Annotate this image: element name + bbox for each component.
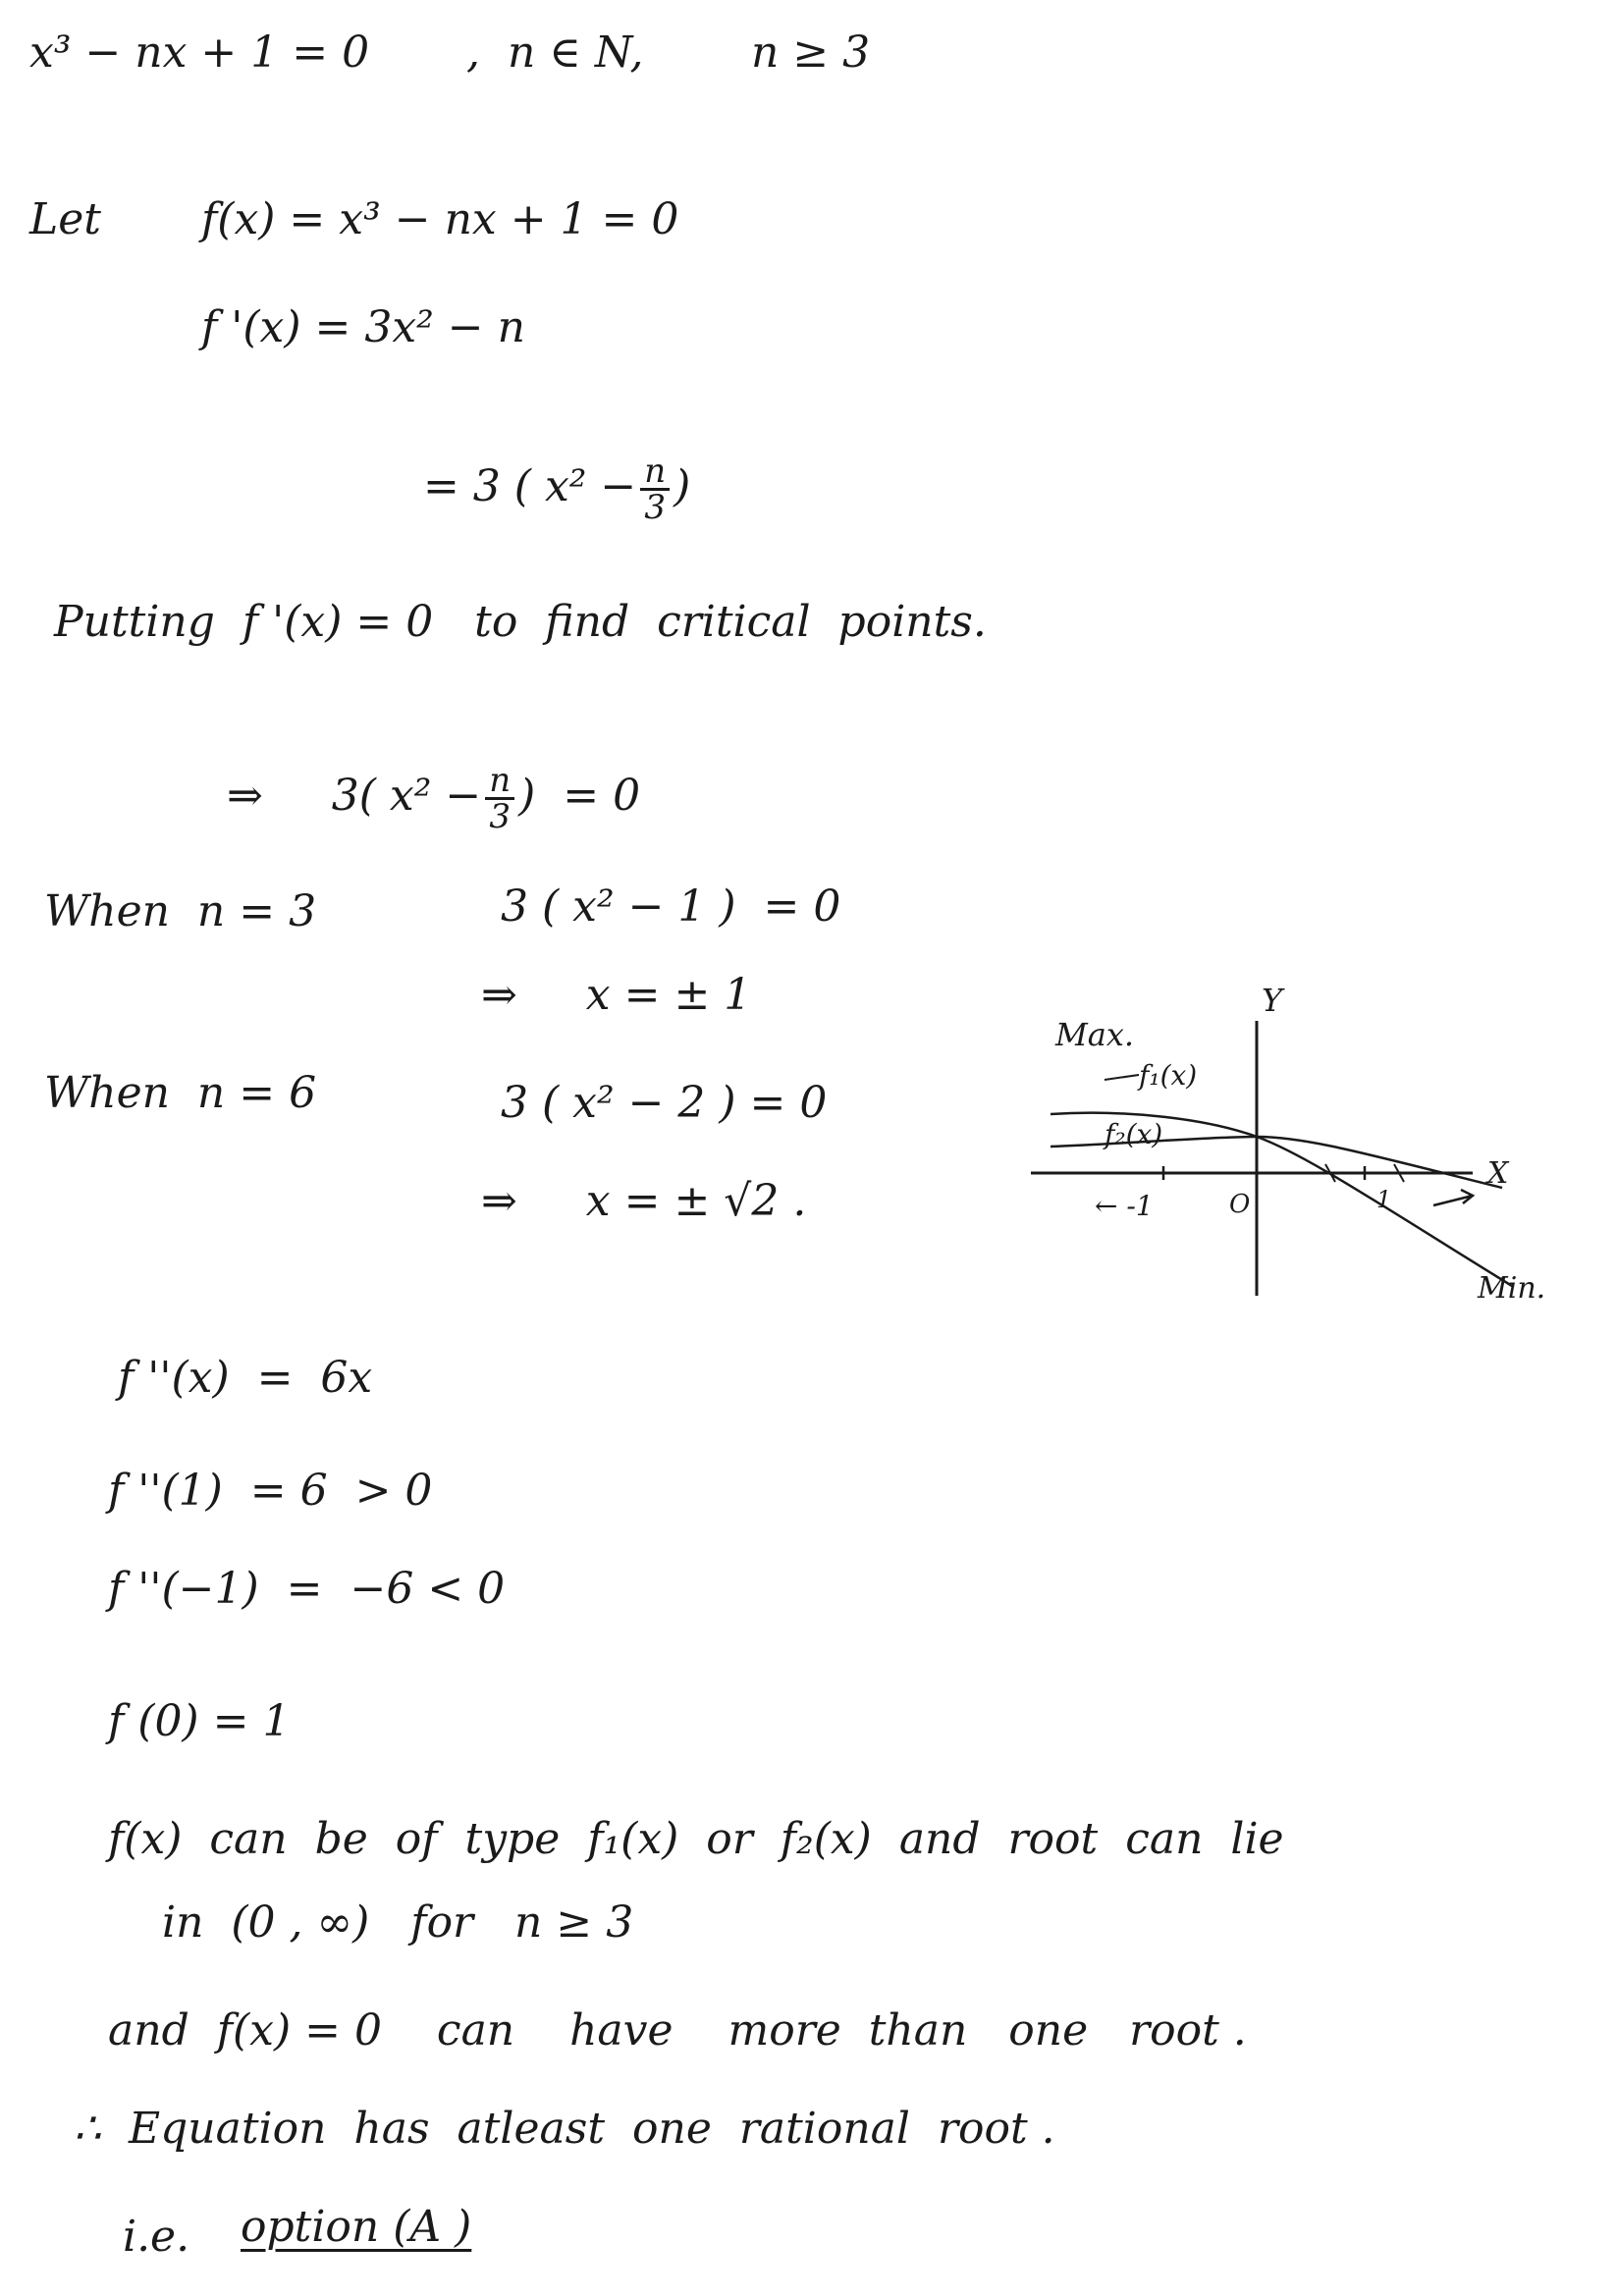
ie-label: i.e. <box>123 2212 190 2262</box>
conclusion-line-1: f(x) can be of type f₁(x) or f₂(x) and root can lie <box>108 1814 1284 1864</box>
answer-option: option (A ) <box>241 2202 472 2252</box>
second-derivative-at-1: f ''(1) = 6 > 0 <box>108 1466 433 1516</box>
given-condition-bound: n ≥ 3 <box>751 27 871 78</box>
putting-critical-points: Putting f '(x) = 0 to find critical points. <box>54 597 987 647</box>
f1-pointer <box>1105 1075 1139 1080</box>
given-condition-natural: , n ∈ N, <box>466 27 644 78</box>
derivative-definition: f '(x) = 3x² − n <box>201 302 525 352</box>
case-n-3-label: When n = 3 <box>44 886 317 936</box>
x-axis-arrow-icon <box>1433 1190 1473 1205</box>
function-at-zero: f (0) = 1 <box>108 1696 291 1746</box>
case-n-6-label: When n = 6 <box>44 1068 317 1118</box>
derivative-factored-suffix: ) <box>674 461 691 512</box>
graph-min-label: Min. <box>1478 1271 1546 1306</box>
n-over-3-fraction <box>485 761 514 837</box>
given-equation: x³ − nx + 1 = 0 <box>29 27 370 78</box>
derivative-factored <box>368 407 690 572</box>
case-n-3-solution: ⇒ x = ± 1 <box>481 970 752 1020</box>
graph-minus-one-label: ← -1 <box>1095 1190 1154 1222</box>
graph-f1-label: f₁(x) <box>1139 1059 1198 1092</box>
graph-x-label: X <box>1487 1156 1509 1191</box>
graph-one-label: 1 <box>1376 1186 1392 1213</box>
conclusion-line-2: in (0 , ∞) for n ≥ 3 <box>162 1897 634 1948</box>
critical-point-equation <box>172 717 640 881</box>
second-derivative-at-minus-1: f ''(−1) = −6 < 0 <box>108 1564 506 1614</box>
graph-max-label: Max. <box>1055 1016 1135 1053</box>
function-sketch <box>1011 982 1600 1315</box>
case-n-6-equation: 3 ( x² − 2 ) = 0 <box>501 1078 828 1128</box>
conclusion-line-3: and f(x) = 0 can have more than one root . <box>108 2005 1247 2056</box>
graph-y-label: Y <box>1262 982 1283 1019</box>
fraction-denominator: 3 <box>644 488 667 528</box>
fraction-numerator: n <box>640 454 670 491</box>
derivative-factored-prefix: = 3 ( x² − <box>422 461 637 512</box>
let-label: Let <box>29 194 101 244</box>
case-n-6-solution: ⇒ x = ± √2 . <box>481 1176 807 1226</box>
therefore-statement: ∴ Equation has atleast one rational root . <box>74 2104 1055 2154</box>
second-derivative: f ''(x) = 6x <box>118 1353 373 1403</box>
case-n-3-equation: 3 ( x² − 1 ) = 0 <box>501 881 841 932</box>
critical-equation-prefix: ⇒ 3( x² − <box>226 771 482 822</box>
critical-equation-suffix: ) = 0 <box>518 771 641 822</box>
fraction-numerator: n <box>485 764 514 800</box>
function-definition: f(x) = x³ − nx + 1 = 0 <box>201 194 679 244</box>
n-over-3-fraction <box>640 452 670 528</box>
graph-f2-label: f₂(x) <box>1105 1118 1163 1150</box>
fraction-denominator: 3 <box>489 797 511 837</box>
graph-origin-label: O <box>1229 1190 1251 1219</box>
